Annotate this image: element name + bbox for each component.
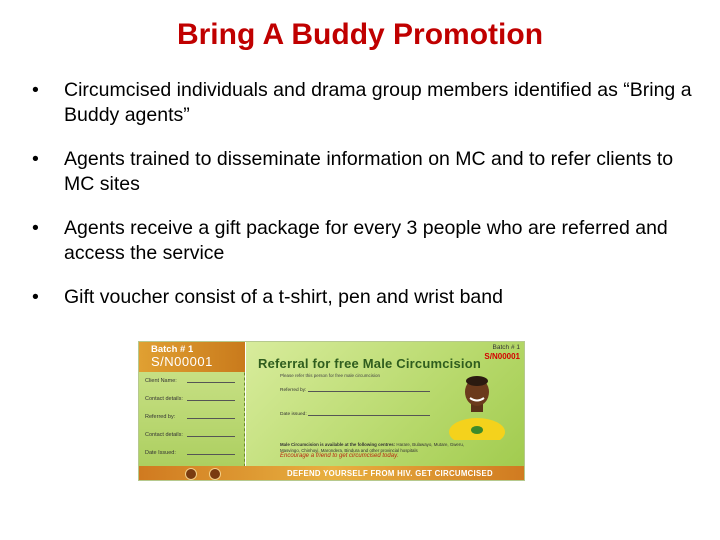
bullet-item <box>32 216 692 266</box>
emblem-icon <box>209 468 221 480</box>
main-batch-block <box>484 344 520 361</box>
stub-batch-label: Batch # 1 <box>151 344 194 355</box>
stub-field <box>145 432 239 438</box>
bullet-text: Circumcised individuals and drama group members identified as “Bring a Buddy agents” <box>64 79 692 126</box>
voucher-footer <box>139 466 525 481</box>
bullet-dot: • <box>32 217 39 239</box>
bullet-dot: • <box>32 148 39 170</box>
bullet-text: Agents trained to disseminate information on MC and to refer clients to MC sites <box>64 148 674 195</box>
voucher-stub <box>139 342 245 481</box>
centres-note-body: Harare, Bulawayo, Mutare, Gweru, Masvingo, Chinhoyi, Marondera, Bindura and other provincial hospitals <box>280 442 465 453</box>
main-serial-number: S/N00001 <box>484 352 520 361</box>
bullet-text: Gift voucher consist of a t-shirt, pen and wrist band <box>64 286 503 308</box>
bullet-dot: • <box>32 286 39 308</box>
voucher-subtitle: Please refer this person for free male circumcision <box>280 373 381 378</box>
bullet-text: Agents receive a gift package for every 3 people who are referred and access the service <box>64 217 668 264</box>
bullet-dot: • <box>32 79 39 101</box>
encourage-text: Encourage a friend to get circumcised today. <box>280 453 399 459</box>
stub-field <box>145 414 239 420</box>
referred-by-label: Referred by: <box>280 388 307 393</box>
stub-field-label: Referred by: <box>145 414 176 420</box>
bullet-item <box>32 147 692 197</box>
stub-field-label: Date Issued: <box>145 450 176 456</box>
centres-note-lead: Male Circumcision is available at the following centres: <box>280 442 396 447</box>
referral-voucher-image <box>138 341 525 481</box>
stub-header <box>139 342 245 372</box>
bullet-item <box>32 285 692 310</box>
date-issued-field <box>280 412 430 417</box>
stub-field <box>145 450 239 456</box>
referred-by-field <box>280 388 430 393</box>
stub-field <box>145 396 239 402</box>
man-portrait-icon <box>446 372 508 440</box>
main-batch-label: Batch # 1 <box>492 344 520 351</box>
stub-field-label: Contact details: <box>145 396 183 402</box>
stub-serial-number: S/N00001 <box>151 354 213 369</box>
slide-title: Bring A Buddy Promotion <box>176 18 544 51</box>
stub-field <box>145 378 239 384</box>
date-issued-label: Date issued: <box>280 412 307 417</box>
stub-field-label: Contact details: <box>145 432 183 438</box>
bullet-item <box>32 78 692 128</box>
emblem-icon <box>185 468 197 480</box>
bullet-list <box>32 78 692 329</box>
voucher-main <box>246 342 525 481</box>
voucher-title: Referral for free Male Circumcision <box>258 356 482 371</box>
stub-field-label: Client Name: <box>145 378 177 384</box>
voucher-slogan: DEFEND YOURSELF FROM HIV. GET CIRCUMCISED <box>287 469 493 478</box>
